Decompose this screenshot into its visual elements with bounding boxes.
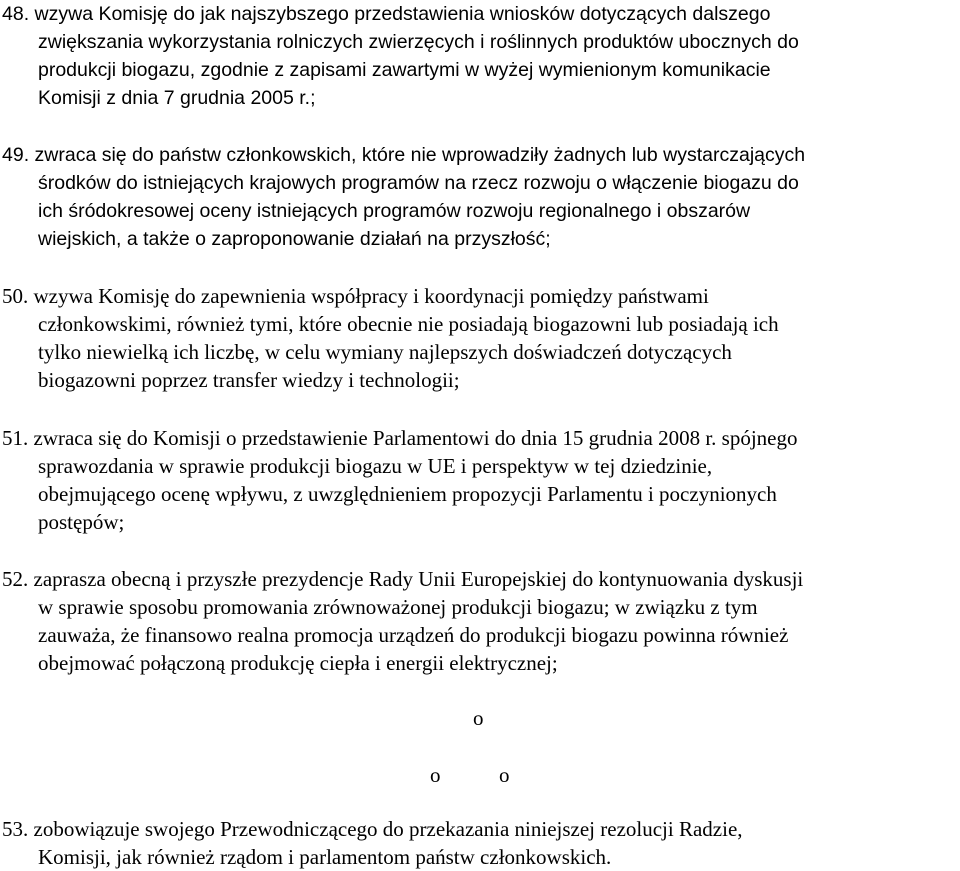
paragraph-line: 52. zaprasza obecną i przyszłe prezydencje Rady Unii Europejskiej do kontynuowania dyskusji — [2, 567, 804, 591]
paragraph-52 — [2, 565, 957, 677]
paragraph-line: ich śródokresowej oceny istniejących programów rozwoju regionalnego i obszarów — [38, 200, 751, 222]
paragraph-line: wiejskich, a także o zaproponowanie działań na przyszłość; — [38, 228, 551, 250]
paragraph-48 — [2, 0, 957, 112]
paragraph-line: sprawozdania w sprawie produkcji biogazu w UE i perspektyw w tej dziedzinie, — [38, 454, 713, 478]
paragraph-line: tylko niewielką ich liczbę, w celu wymiany najlepszych doświadczeń dotyczących — [38, 340, 732, 364]
paragraph-line: 51. zwraca się do Komisji o przedstawienie Parlamentowi do dnia 15 grudnia 2008 r. spójnego — [2, 426, 798, 450]
paragraph-51 — [2, 424, 957, 536]
paragraph-50 — [2, 282, 957, 394]
paragraph-line: postępów; — [38, 510, 125, 534]
paragraph-line: 53. zobowiązuje swojego Przewodniczącego do przekazania niniejszej rezolucji Radzie, — [2, 817, 743, 841]
paragraph-line: Komisji z dnia 7 grudnia 2005 r.; — [38, 87, 316, 109]
paragraph-number: 51. — [2, 426, 29, 450]
paragraph-line: produkcji biogazu, zgodnie z zapisami zawartymi w wyżej wymienionym komunikacie — [38, 59, 771, 81]
paragraph-53 — [2, 815, 957, 871]
paragraph-number: 52. — [2, 567, 29, 591]
paragraph-line: zauważa, że finansowo realna promocja urządzeń do produkcji biogazu powinna również — [38, 623, 789, 647]
paragraph-line: środków do istniejących krajowych programów na rzecz rozwoju o włączenie biogazu do — [38, 172, 799, 194]
paragraph-line: w sprawie sposobu promowania zrównoważonej produkcji biogazu; w związku z tym — [38, 595, 758, 619]
paragraph-49 — [2, 141, 957, 253]
paragraph-line: obejmującego ocenę wpływu, z uwzględnieniem propozycji Parlamentu i poczynionych — [38, 482, 777, 506]
separator-mark-bottom-right: o — [499, 763, 510, 787]
separator-mark-bottom-left: o — [430, 763, 441, 787]
paragraph-number: 53. — [2, 817, 29, 841]
paragraph-line: członkowskimi, również tymi, które obecnie nie posiadają biogazowni lub posiadają ich — [38, 312, 779, 336]
paragraph-line: obejmować połączoną produkcję ciepła i energii elektrycznej; — [38, 651, 558, 675]
paragraph-line: Komisji, jak również rządom i parlamentom państw członkowskich. — [38, 845, 612, 869]
paragraph-line: biogazowni poprzez transfer wiedzy i technologii; — [38, 368, 460, 392]
paragraph-line: 48. wzywa Komisję do jak najszybszego przedstawienia wniosków dotyczących dalszego — [2, 3, 771, 25]
separator-mark-top: o — [473, 706, 484, 730]
paragraph-line: zwiększania wykorzystania rolniczych zwierzęcych i roślinnych produktów ubocznych do — [38, 31, 799, 53]
paragraph-number: 50. — [2, 284, 29, 308]
paragraph-line: 49. zwraca się do państw członkowskich, które nie wprowadziły żadnych lub wystarczających — [2, 144, 806, 166]
paragraph-number: 48. — [2, 3, 30, 25]
paragraph-number: 49. — [2, 144, 30, 166]
paragraph-line: 50. wzywa Komisję do zapewnienia współpracy i koordynacji pomiędzy państwami — [2, 284, 709, 308]
